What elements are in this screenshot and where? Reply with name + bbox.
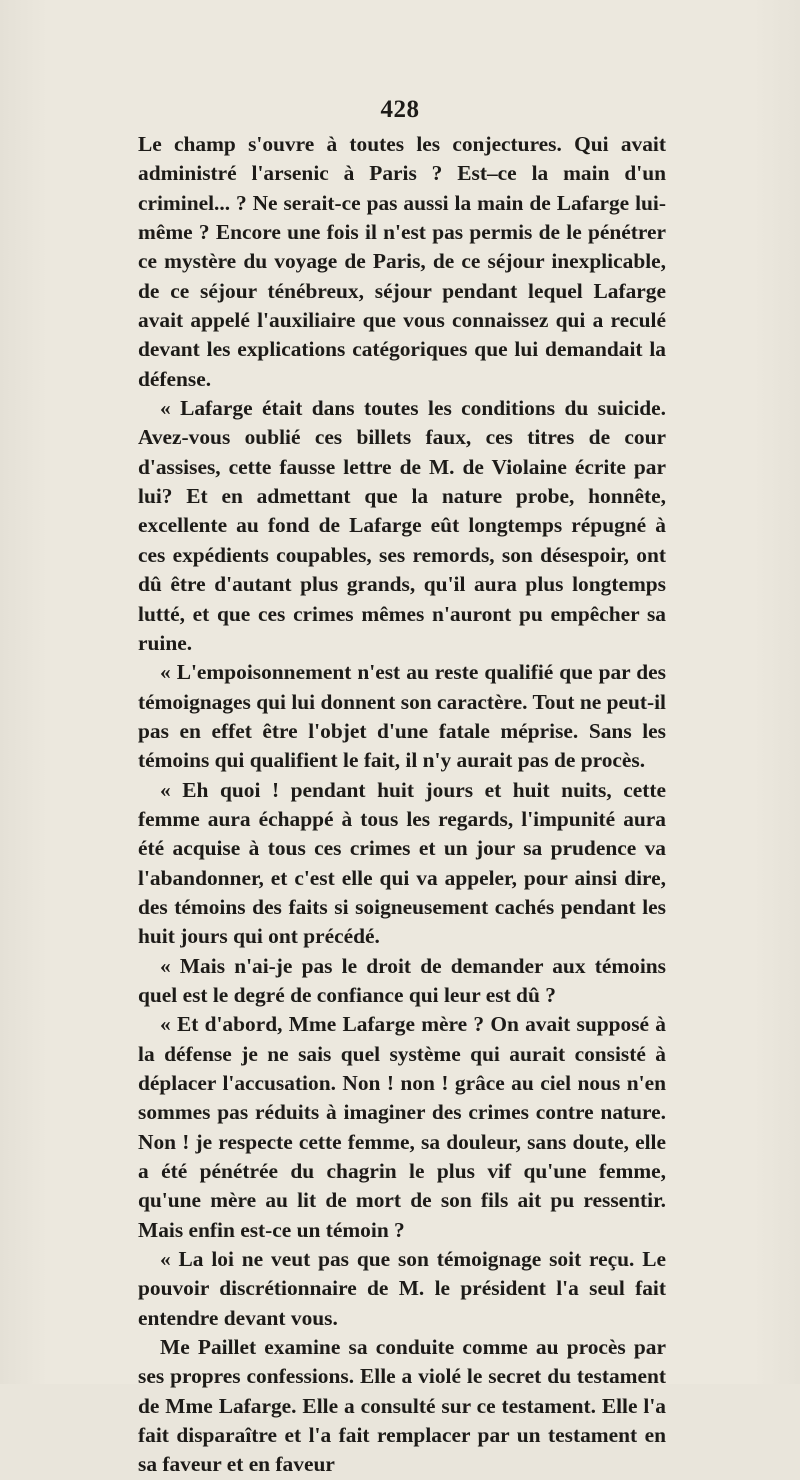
paragraph-7: « La loi ne veut pas que son témoignage soit reçu. Le pouvoir discrétionnaire de M. le président l'a seul fait entendre devant vous.	[138, 1247, 666, 1330]
paragraph-5: « Mais n'ai-je pas le droit de demander aux témoins quel est le degré de confiance qui leur est dû ?	[138, 953, 666, 1007]
paragraph-6: « Et d'abord, Mme Lafarge mère ? On avait supposé à la défense je ne sais quel système qui aurait consisté à déplacer l'accusation. Non ! non ! grâce au ciel nous n'en sommes pas réduits à imaginer des crimes contre nature. Non ! je respecte cette femme, sa douleur, sans doute, elle a été pénétrée du chagrin le plus vif qu'une femme, qu'une mère au lit de mort de son fils ait pu ressentir. Mais enfin est-ce un témoin ?	[138, 1012, 666, 1242]
page-number: 428	[380, 96, 420, 123]
paragraph-4: « Eh quoi ! pendant huit jours et huit nuits, cette femme aura échappé à tous les regards, l'impunité aura été acquise à tous ces crimes et un jour sa prudence va l'abandonner, et c'est elle qui va appeler, pour ainsi dire, des témoins des faits si soigneusement cachés pendant les huit jours qui ont précédé.	[138, 777, 666, 949]
paragraph-1: Le champ s'ouvre à toutes les conjectures. Qui avait administré l'arsenic à Paris ? Est–ce la main d'un criminel... ? Ne serait-ce pas aussi la main de Lafarge lui-même ? Encore une fois il n'est pas permis de le pénétrer ce mystère du voyage de Paris, de ce séjour inexplicable, de ce séjour ténébreux, séjour pendant lequel Lafarge avait appelé l'auxiliaire que vous connaissez qui a reculé devant les explications catégoriques que lui demandait la défense.	[138, 132, 666, 391]
paragraph-2: « Lafarge était dans toutes les conditions du suicide. Avez-vous oublié ces billets faux, ces titres de cour d'assises, cette fausse lettre de M. de Violaine écrite par lui? Et en admettant que la nature probe, honnête, excellente au fond de Lafarge eût longtemps répugné à ces expédients coupables, ses remords, son désespoir, ont dû être d'autant plus grands, qu'il aura plus longtemps lutté, et que ces crimes mêmes n'auront pu empêcher sa ruine.	[138, 396, 666, 655]
paragraph-8: Me Paillet examine sa conduite comme au procès par ses propres confessions. Elle a violé le secret du testament de Mme Lafarge. Elle a consulté sur ce testament. Elle l'a fait disparaître et l'a fait remplacer par un testament en sa faveur et en faveur	[138, 1335, 666, 1477]
body-text	[138, 130, 666, 1480]
paragraph-3: « L'empoisonnement n'est au reste qualifié que par des témoignages qui lui donnent son caractère. Tout ne peut-il pas en effet être l'objet d'une fatale méprise. Sans les témoins qui qualifient le fait, il n'y aurait pas de procès.	[138, 660, 666, 773]
